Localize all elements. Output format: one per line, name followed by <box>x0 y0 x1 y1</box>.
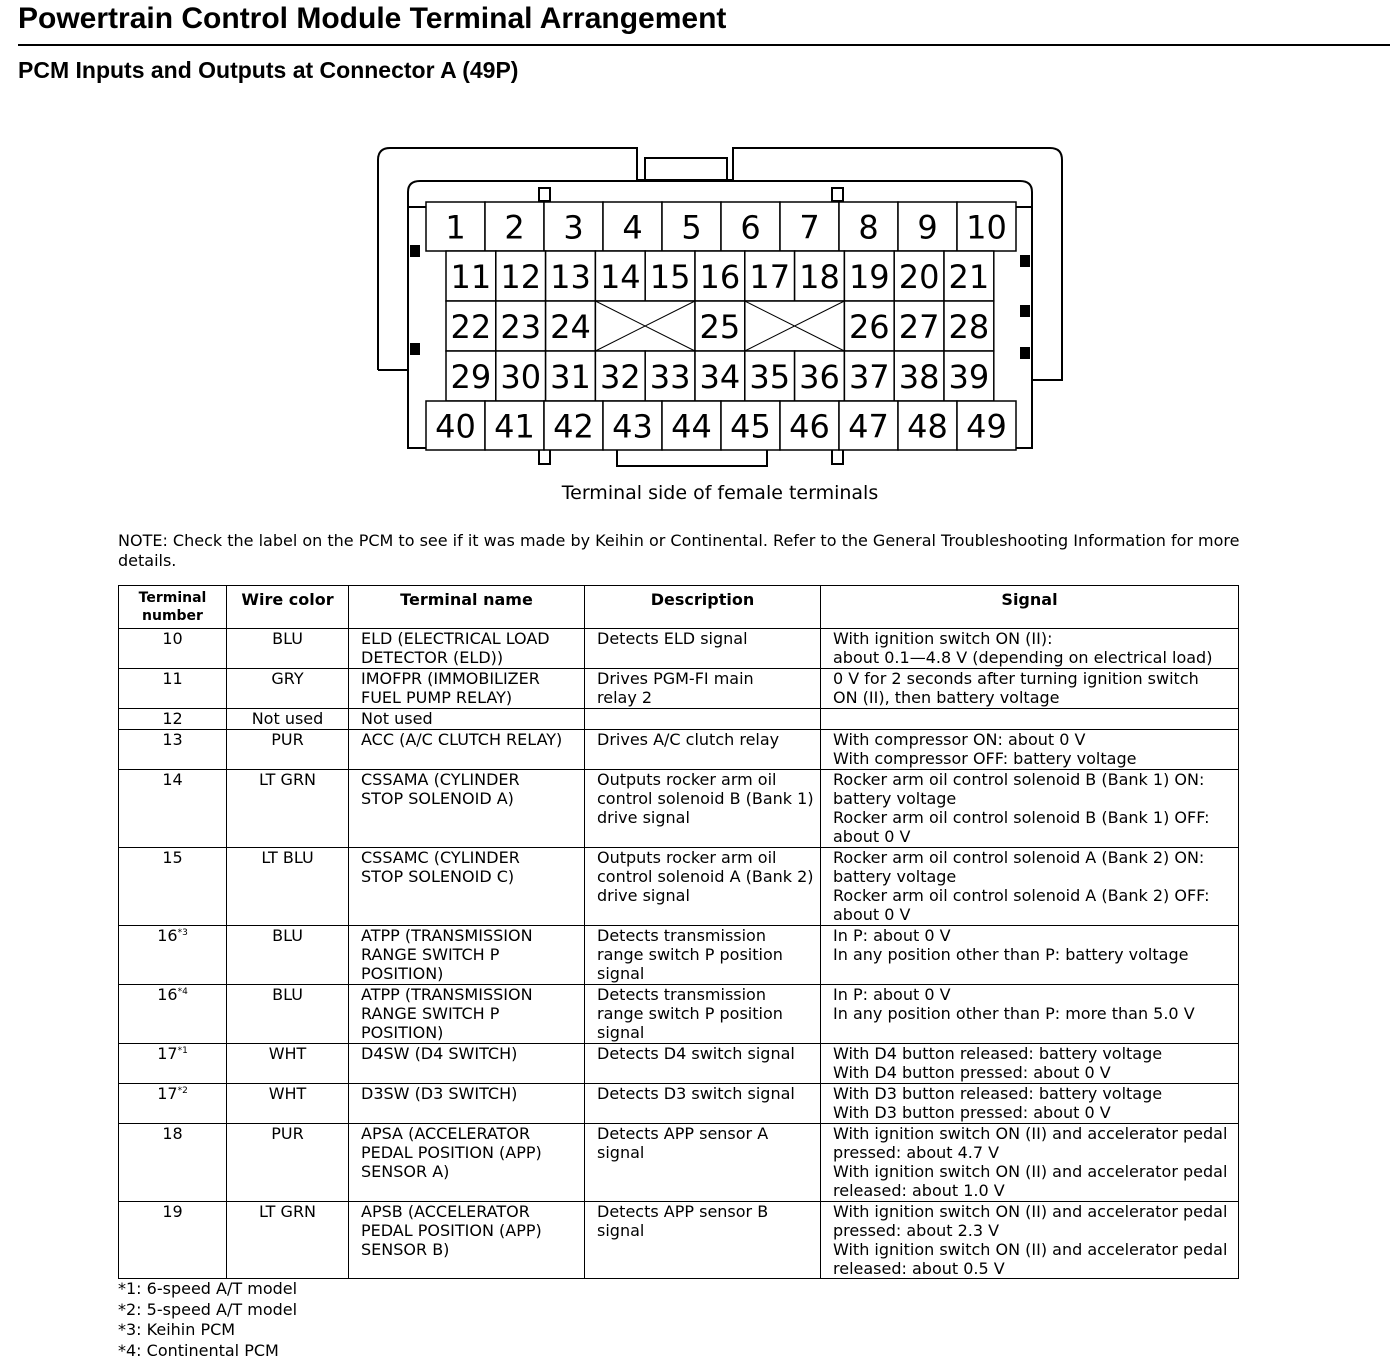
table-row <box>119 629 1239 669</box>
cell-text-line: Detects APP sensor B <box>597 1202 769 1221</box>
cell-text-line: RANGE SWITCH P <box>361 945 500 964</box>
terminal-number-label: 5 <box>681 208 702 247</box>
page-title: Powertrain Control Module Terminal Arrangement <box>18 2 727 35</box>
cell-terminal-name <box>349 926 585 985</box>
cell-terminal-number <box>119 1084 227 1124</box>
cell-text-line: SENSOR A) <box>361 1162 450 1181</box>
cell-text-line: With D4 button pressed: about 0 V <box>833 1063 1111 1082</box>
cell-text-line: signal <box>597 1221 645 1240</box>
terminal-number-label: 2 <box>504 208 525 247</box>
cell-wire-color: BLU <box>227 629 349 669</box>
cell-text-line: In P: about 0 V <box>833 985 951 1004</box>
cell-wire-color: BLU <box>227 926 349 985</box>
cell-signal <box>821 669 1239 709</box>
cell-text-line: With compressor ON: about 0 V <box>833 730 1086 749</box>
cell-terminal-name <box>349 1124 585 1202</box>
cell-text-line: With D3 button released: battery voltage <box>833 1084 1163 1103</box>
terminal-number: 10 <box>162 629 183 648</box>
cell-terminal-number <box>119 848 227 926</box>
terminal-number-label: 9 <box>917 208 938 247</box>
footnote: *3: Keihin PCM <box>118 1320 236 1340</box>
cell-text-line: range switch P position <box>597 1004 783 1023</box>
header-description: Description <box>585 586 821 629</box>
terminal-number-label: 28 <box>948 308 990 346</box>
header-terminal-number: Terminal number <box>119 586 227 629</box>
cell-text-line: STOP SOLENOID C) <box>361 867 515 886</box>
cell-text-line: battery voltage <box>833 867 957 886</box>
terminal-number: 11 <box>162 669 183 688</box>
terminal-number-label: 25 <box>699 308 741 346</box>
cell-text-line: APSB (ACCELERATOR <box>361 1202 530 1221</box>
terminal-number-label: 38 <box>898 358 940 396</box>
cell-text-line: IMOFPR (IMMOBILIZER <box>361 669 540 688</box>
table-row <box>119 1044 1239 1084</box>
terminal-number-label: 22 <box>450 308 492 346</box>
cell-terminal-number <box>119 730 227 770</box>
footnote-ref: *4 <box>177 987 188 997</box>
cell-signal <box>821 1124 1239 1202</box>
terminal-table <box>118 585 1239 1279</box>
cell-description <box>585 1044 821 1084</box>
cell-text-line: drive signal <box>597 808 690 827</box>
footnote: *1: 6-speed A/T model <box>118 1279 298 1298</box>
cell-text-line: FUEL PUMP RELAY) <box>361 688 513 707</box>
cell-text-line: released: about 1.0 V <box>833 1181 1005 1200</box>
table-row <box>119 926 1239 985</box>
terminal-number-label: 48 <box>907 407 948 446</box>
table-row <box>119 1124 1239 1202</box>
cell-signal <box>821 709 1239 730</box>
cell-text-line: Detects transmission <box>597 926 766 945</box>
note-text: NOTE: Check the label on the PCM to see if it was made by Keihin or Continental. Refer to the General Troubleshooting Information for more details. <box>118 531 1240 570</box>
cell-text-line: Rocker arm oil control solenoid B (Bank 1) ON: <box>833 770 1205 789</box>
cell-text-line: Detects APP sensor A <box>597 1124 769 1143</box>
table-row <box>119 709 1239 730</box>
terminal-number-label: 49 <box>966 407 1007 446</box>
footnote-ref: *1 <box>177 1046 188 1056</box>
terminal-number-label: 23 <box>500 308 542 346</box>
terminal-number-label: 4 <box>622 208 643 247</box>
cell-wire-color: PUR <box>227 730 349 770</box>
terminal-number-label: 33 <box>649 358 691 396</box>
cell-text-line: ATPP (TRANSMISSION <box>361 926 533 945</box>
terminal-number-label: 7 <box>799 208 820 247</box>
terminal-number-label: 29 <box>450 358 492 396</box>
terminal-number-label: 8 <box>858 208 879 247</box>
terminal-number-label: 18 <box>799 258 840 296</box>
terminal-number-label: 46 <box>789 407 830 446</box>
cell-signal <box>821 926 1239 985</box>
terminal-number: 19 <box>162 1202 183 1221</box>
cell-wire-color: LT GRN <box>227 770 349 848</box>
cell-description <box>585 770 821 848</box>
terminal-number-label: 26 <box>848 308 890 346</box>
connector-diagram <box>0 0 1398 480</box>
terminal-cavities <box>426 202 1016 450</box>
terminal-number-label: 3 <box>563 208 584 247</box>
table-header-row <box>119 586 1239 629</box>
cell-text-line: Not used <box>361 709 433 728</box>
cell-terminal-name <box>349 730 585 770</box>
terminal-number: 18 <box>162 1124 183 1143</box>
terminal-number-label: 31 <box>550 358 591 396</box>
cell-text-line: DETECTOR (ELD)) <box>361 648 504 667</box>
cell-text-line: pressed: about 2.3 V <box>833 1221 1000 1240</box>
terminal-number-label: 43 <box>612 407 653 446</box>
terminal-number: 16 <box>157 926 178 945</box>
cell-signal <box>821 770 1239 848</box>
cell-text-line: Rocker arm oil control solenoid A (Bank 2) ON: <box>833 848 1205 867</box>
cell-text-line: With ignition switch ON (II) and accelerator pedal <box>833 1124 1228 1143</box>
cell-description <box>585 1202 821 1279</box>
terminal-number-label: 34 <box>699 358 741 396</box>
cell-description <box>585 985 821 1044</box>
cell-wire-color: BLU <box>227 985 349 1044</box>
cell-text-line: relay 2 <box>597 688 653 707</box>
cell-signal <box>821 1044 1239 1084</box>
page-subtitle: PCM Inputs and Outputs at Connector A (49P) <box>18 57 519 83</box>
terminal-number-label: 20 <box>898 258 940 296</box>
cell-wire-color: WHT <box>227 1044 349 1084</box>
footnote-ref: *2 <box>177 1086 188 1096</box>
cell-terminal-number <box>119 629 227 669</box>
cell-text-line: Rocker arm oil control solenoid A (Bank 2) OFF: <box>833 886 1210 905</box>
cell-text-line: battery voltage <box>833 789 957 808</box>
cell-text-line: CSSAMC (CYLINDER <box>361 848 520 867</box>
cell-text-line: D4SW (D4 SWITCH) <box>361 1044 518 1063</box>
terminal-number-label: 45 <box>730 407 771 446</box>
cell-text-line: about 0 V <box>833 905 911 924</box>
table-row <box>119 669 1239 709</box>
cell-terminal-number <box>119 1124 227 1202</box>
terminal-number-label: 6 <box>740 208 761 247</box>
terminal-number-label: 13 <box>550 258 591 296</box>
table-row <box>119 1202 1239 1279</box>
cell-signal <box>821 730 1239 770</box>
cell-text-line: about 0.1—4.8 V (depending on electrical load) <box>833 648 1213 667</box>
header-signal: Signal <box>821 586 1239 629</box>
cell-terminal-name <box>349 1084 585 1124</box>
cell-text-line: ATPP (TRANSMISSION <box>361 985 533 1004</box>
cell-terminal-name <box>349 848 585 926</box>
cell-text-line: ACC (A/C CLUTCH RELAY) <box>361 730 563 749</box>
cell-terminal-number <box>119 926 227 985</box>
cell-description <box>585 1124 821 1202</box>
cell-text-line: D3SW (D3 SWITCH) <box>361 1084 518 1103</box>
cell-terminal-name <box>349 709 585 730</box>
terminal-number-label: 27 <box>898 308 940 346</box>
cell-description <box>585 848 821 926</box>
cell-signal <box>821 985 1239 1044</box>
cell-text-line: POSITION) <box>361 964 444 983</box>
cell-description <box>585 1084 821 1124</box>
cell-text-line: control solenoid A (Bank 2) <box>597 867 814 886</box>
cell-text-line: With D4 button released: battery voltage <box>833 1044 1163 1063</box>
cell-text-line: CSSAMA (CYLINDER <box>361 770 520 789</box>
footnote: *4: Continental PCM <box>118 1340 279 1360</box>
table-row <box>119 1084 1239 1124</box>
cell-terminal-name <box>349 985 585 1044</box>
cell-text-line: In any position other than P: more than 5.0 V <box>833 1004 1195 1023</box>
cell-text-line: APSA (ACCELERATOR <box>361 1124 531 1143</box>
cell-terminal-number <box>119 709 227 730</box>
cell-text-line: In any position other than P: battery voltage <box>833 945 1189 964</box>
cell-text-line: SENSOR B) <box>361 1240 450 1259</box>
cell-signal <box>821 629 1239 669</box>
cell-terminal-name <box>349 770 585 848</box>
cell-wire-color: Not used <box>227 709 349 730</box>
cell-text-line: In P: about 0 V <box>833 926 951 945</box>
cell-description <box>585 730 821 770</box>
table-row <box>119 770 1239 848</box>
cell-text-line: RANGE SWITCH P <box>361 1004 500 1023</box>
terminal-number-label: 47 <box>848 407 889 446</box>
terminal-number: 16 <box>157 985 178 1004</box>
table-row <box>119 848 1239 926</box>
cell-wire-color: LT GRN <box>227 1202 349 1279</box>
terminal-number-label: 40 <box>435 407 476 446</box>
terminal-number-label: 17 <box>749 258 791 296</box>
cell-signal <box>821 1202 1239 1279</box>
terminal-number-label: 14 <box>599 258 641 296</box>
cell-text-line: Drives PGM-FI main <box>597 669 754 688</box>
cell-text-line: With ignition switch ON (II) and accelerator pedal <box>833 1162 1228 1181</box>
cell-description <box>585 629 821 669</box>
header-wire-color: Wire color <box>227 586 349 629</box>
cell-text-line: With ignition switch ON (II) and accelerator pedal <box>833 1202 1228 1221</box>
cell-wire-color: LT BLU <box>227 848 349 926</box>
cell-text-line: Detects D3 switch signal <box>597 1084 795 1103</box>
cell-signal <box>821 848 1239 926</box>
footnote-ref: *3 <box>177 928 188 938</box>
cell-text-line: Detects ELD signal <box>597 629 748 648</box>
cell-text-line: Detects D4 switch signal <box>597 1044 795 1063</box>
table-row <box>119 730 1239 770</box>
terminal-number-label: 42 <box>553 407 594 446</box>
cell-wire-color: WHT <box>227 1084 349 1124</box>
cell-text-line: With compressor OFF: battery voltage <box>833 749 1137 768</box>
cell-text-line: With ignition switch ON (II) and accelerator pedal <box>833 1240 1228 1259</box>
cell-description <box>585 709 821 730</box>
cell-terminal-name <box>349 1044 585 1084</box>
cell-text-line: Outputs rocker arm oil <box>597 848 777 867</box>
cell-description <box>585 926 821 985</box>
cell-text-line: signal <box>597 964 645 983</box>
cell-text-line: PEDAL POSITION (APP) <box>361 1221 542 1240</box>
cell-text-line: about 0 V <box>833 827 911 846</box>
cell-text-line: released: about 0.5 V <box>833 1259 1005 1278</box>
terminal-number: 12 <box>162 709 183 728</box>
terminal-number-label: 10 <box>966 208 1007 247</box>
cell-text-line: Detects transmission <box>597 985 766 1004</box>
cell-terminal-name <box>349 669 585 709</box>
terminal-number-label: 41 <box>494 407 535 446</box>
cell-text-line: range switch P position <box>597 945 783 964</box>
cell-signal <box>821 1084 1239 1124</box>
terminal-number-label: 24 <box>550 308 591 346</box>
terminal-number-label: 44 <box>671 407 712 446</box>
cell-terminal-number <box>119 985 227 1044</box>
cell-text-line: pressed: about 4.7 V <box>833 1143 1000 1162</box>
terminal-number-label: 39 <box>948 358 990 396</box>
terminal-number-label: 19 <box>848 258 890 296</box>
cell-text-line: signal <box>597 1023 645 1042</box>
terminal-number-label: 21 <box>948 258 990 296</box>
terminal-number-label: 35 <box>749 358 791 396</box>
terminal-number-label: 32 <box>599 358 641 396</box>
terminal-number: 17 <box>157 1084 178 1103</box>
cell-wire-color: GRY <box>227 669 349 709</box>
cell-terminal-number <box>119 1044 227 1084</box>
terminal-number-label: 15 <box>649 258 691 296</box>
cell-text-line: ON (II), then battery voltage <box>833 688 1060 707</box>
terminal-number-label: 16 <box>699 258 741 296</box>
table-row <box>119 985 1239 1044</box>
terminal-number-label: 37 <box>848 358 890 396</box>
cell-wire-color: PUR <box>227 1124 349 1202</box>
header-terminal-name: Terminal name <box>349 586 585 629</box>
cell-text-line: PEDAL POSITION (APP) <box>361 1143 542 1162</box>
terminal-number-label: 11 <box>450 258 492 296</box>
terminal-number: 13 <box>162 730 183 749</box>
cell-terminal-number <box>119 669 227 709</box>
cell-text-line: control solenoid B (Bank 1) <box>597 789 814 808</box>
cell-terminal-number <box>119 1202 227 1279</box>
cell-text-line: ELD (ELECTRICAL LOAD <box>361 629 550 648</box>
connector-caption: Terminal side of female terminals <box>561 482 879 504</box>
cell-text-line: 0 V for 2 seconds after turning ignition switch <box>833 669 1199 688</box>
cell-text-line: POSITION) <box>361 1023 444 1042</box>
cell-text-line: With ignition switch ON (II): <box>833 629 1053 648</box>
footnote: *2: 5-speed A/T model <box>118 1299 298 1319</box>
cell-terminal-name <box>349 1202 585 1279</box>
terminal-number-label: 1 <box>445 208 466 247</box>
cell-text-line: With D3 button pressed: about 0 V <box>833 1103 1111 1122</box>
terminal-number-label: 12 <box>500 258 542 296</box>
terminal-number-label: 36 <box>799 358 840 396</box>
footnotes <box>118 1279 297 1361</box>
terminal-number: 14 <box>162 770 183 789</box>
terminal-number-label: 30 <box>500 358 542 396</box>
cell-text-line: Outputs rocker arm oil <box>597 770 777 789</box>
cell-terminal-number <box>119 770 227 848</box>
terminal-number: 15 <box>162 848 183 867</box>
cell-text-line: Rocker arm oil control solenoid B (Bank 1) OFF: <box>833 808 1210 827</box>
cell-terminal-name <box>349 629 585 669</box>
cell-text-line: STOP SOLENOID A) <box>361 789 514 808</box>
terminal-number: 17 <box>157 1044 178 1063</box>
cell-text-line: signal <box>597 1143 645 1162</box>
cell-text-line: Drives A/C clutch relay <box>597 730 780 749</box>
cell-description <box>585 669 821 709</box>
cell-text-line: drive signal <box>597 886 690 905</box>
